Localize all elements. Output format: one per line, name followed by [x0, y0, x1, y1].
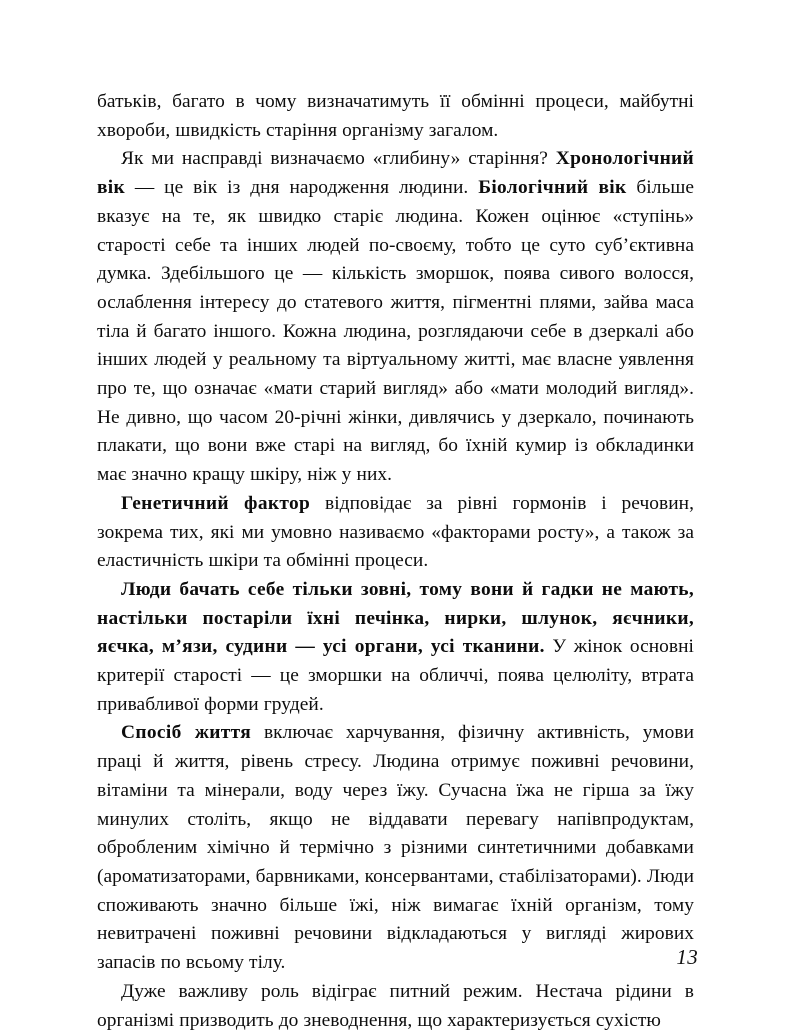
term-biological-age: Біологічний вік: [478, 177, 627, 199]
text-run: включає харчування, фізичну активність, умови праці й життя, рівень стресу. Людина отримує поживні речовини, вітаміни та мінерали, воду через їжу. Сучасна їжа не гірша за їжу минулих століть, якщо не віддавати перевагу напівпродуктам, обробленим хімічно й термічно з різними синтетичними добавками (ароматизаторами, барвниками, консервантами, стабілізаторами). Люди споживають значно більше їжі, ніж вимагає їхній організм, тому невитрачені поживні речовини відкладаються у вигляді жирових запасів по всьому тілу.: [97, 722, 694, 974]
text-run: відповідає за рівні гормонів і речовин, зокрема тих, які ми умовно називаємо «факторами росту», а також за еластичність шкіри та обмінні процеси.: [97, 492, 694, 572]
text-run: більше вказує на те, як швидко старіє людина. Кожен оцінює «ступінь» старості себе та інших людей по-своєму, тобто це суто суб’єктивна думка. Здебільшого це — кількість зморшок, поява сивого волосся, ослаблення інтересу до статевого життя, пігментні плями, зайва маса тіла й багато іншого. Кожна людина, розглядаючи себе в дзеркалі або інших людей у реальному та віртуальному житті, має власне уявлення про те, що означає «мати старий вигляд» або «мати молодий вигляд». Не дивно, що часом 20-річні жінки, дивлячись у дзеркало, починають плакати, що вони вже старі на вигляд, бо їхній кумир із обкладинки має значно кращу шкіру, ніж у них.: [97, 177, 694, 486]
emphasis-internal-organs-aging: Люди бачать себе тільки зовні, тому вони й гадки не мають, настільки постаріли їхні печінка, нирки, шлунок, яєчники, яєчка, м’язи, судини — усі органи, усі тканини.: [97, 578, 694, 658]
paragraph-hydration: Дуже важливу роль відіграє питний режим. Нестача рідини в організмі призводить до зневоднення, що характеризується сухістю: [97, 980, 694, 1031]
text-run: У жінок основні критерії старості — це зморшки на обличчі, поява целюліту, втрата привабливої форми грудей.: [97, 636, 694, 715]
page-number: 13: [676, 945, 698, 969]
paragraph-lifestyle: [97, 719, 694, 977]
paragraph-aging-definitions: [97, 145, 694, 489]
paragraph-internal-aging: [97, 576, 694, 720]
text-column: [97, 88, 694, 1035]
paragraph-genetic-factor: [97, 490, 694, 576]
text-run: Як ми насправді визначаємо «глибину» старіння?: [121, 148, 556, 170]
term-genetic-factor: Генетичний фактор: [121, 492, 311, 514]
text-run: — це вік із дня народження людини.: [124, 177, 479, 199]
paragraph-continuation: батьків, багато в чому визначатимуть її обмінні процеси, майбутні хвороби, швидкість старіння організму загалом.: [97, 91, 694, 141]
term-chronological-age: Хронологічний вік: [97, 148, 694, 199]
term-lifestyle: Спосіб життя: [121, 722, 252, 744]
